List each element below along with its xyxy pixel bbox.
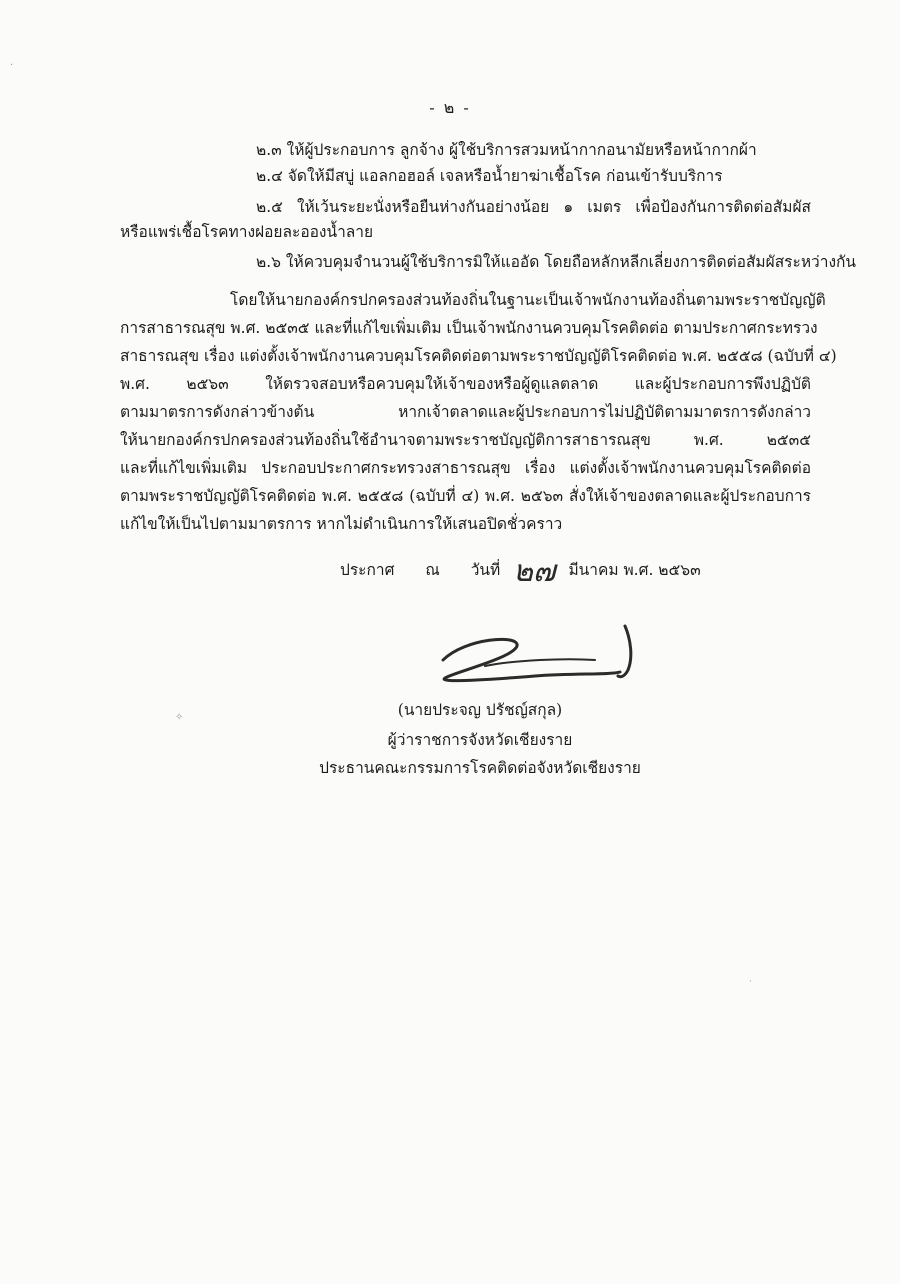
paragraph-line-7: และที่แก้ไขเพิ่มเติม ประกอบประกาศกระทรวงสาธารณสุข เรื่อง แต่งตั้งเจ้าพนักงานควบคุมโรคติดต่อ [120, 459, 811, 477]
paragraph-line-1: โดยให้นายกองค์กรปกครองส่วนท้องถิ่นในฐานะเป็นเจ้าพนักงานท้องถิ่นตามพระราชบัญญัติ [230, 291, 826, 309]
handwritten-day: ๒๗ [513, 554, 556, 589]
paragraph-line-4: พ.ศ. ๒๕๖๓ ให้ตรวจสอบหรือควบคุมให้เจ้าของหรือผู้ดูแลตลาด และผู้ประกอบการพึงปฏิบัติ [120, 375, 811, 393]
paragraph-line-2: การสาธารณสุข พ.ศ. ๒๕๓๕ และที่แก้ไขเพิ่มเติม เป็นเจ้าพนักงานควบคุมโรคติดต่อ ตามประกาศกระทรวง [120, 319, 818, 337]
month-year: มีนาคม พ.ศ. ๒๕๖๓ [568, 561, 701, 579]
paragraph-line-3: สาธารณสุข เรื่อง แต่งตั้งเจ้าพนักงานควบคุมโรคติดต่อตามพระราชบัญญัติโรคติดต่อ พ.ศ. ๒๕๕๘ (ฉบับที่ ๔) [120, 347, 837, 365]
announcement-date [340, 548, 701, 595]
scan-speck: ✧ [175, 712, 184, 723]
signatory-position: ผู้ว่าราชการจังหวัดเชียงราย [387, 731, 573, 749]
scan-speck: · [10, 60, 14, 71]
paragraph-line-6: ให้นายกองค์กรปกครองส่วนท้องถิ่นใช้อำนาจตามพระราชบัญญัติการสาธารณสุข พ.ศ. ๒๕๓๕ [120, 431, 811, 449]
signature-mark [425, 620, 645, 700]
scan-speck: ˙ [748, 980, 753, 991]
day-label: วันที่ [470, 561, 501, 579]
signatory-name: (นายประจญ ปรัชญ์สกุล) [397, 701, 563, 719]
paragraph-line-9: แก้ไขให้เป็นไปตามมาตรการ หากไม่ดำเนินการให้เสนอปิดชั่วคราว [120, 515, 563, 533]
signatory-committee: ประธานคณะกรรมการโรคติดต่อจังหวัดเชียงราย [319, 759, 641, 777]
paragraph-line-5: ตามมาตรการดังกล่าวข้างต้น หากเจ้าตลาดและผู้ประกอบการไม่ปฏิบัติตามมาตรการดังกล่าว [120, 403, 811, 421]
item-2-5-continued: หรือแพร่เชื้อโรคทางฝอยละอองน้ำลาย [120, 223, 374, 241]
paragraph-line-8: ตามพระราชบัญญัติโรคติดต่อ พ.ศ. ๒๕๕๘ (ฉบับที่ ๔) พ.ศ. ๒๕๖๓ สั่งให้เจ้าของตลาดและผู้ประกอบการ [120, 487, 811, 505]
at-label: ณ [425, 561, 440, 579]
item-2-4: ๒.๔ จัดให้มีสบู่ แอลกอฮอล์ เจลหรือน้ำยาฆ่าเชื้อโรค ก่อนเข้ารับบริการ [256, 167, 723, 185]
item-2-5: ๒.๕ ให้เว้นระยะนั่งหรือยืนห่างกันอย่างน้อย ๑ เมตร เพื่อป้องกันการติดต่อสัมผัส [256, 198, 811, 216]
item-2-3: ๒.๓ ให้ผู้ประกอบการ ลูกจ้าง ผู้ใช้บริการสวมหน้ากากอนามัยหรือหน้ากากผ้า [256, 141, 757, 159]
announced-label: ประกาศ [340, 561, 395, 579]
item-2-6: ๒.๖ ให้ควบคุมจำนวนผู้ใช้บริการมิให้แออัด โดยถือหลักหลีกเลี่ยงการติดต่อสัมผัสระหว่างกัน [256, 253, 857, 271]
page-number: - ๒ - [429, 98, 471, 117]
